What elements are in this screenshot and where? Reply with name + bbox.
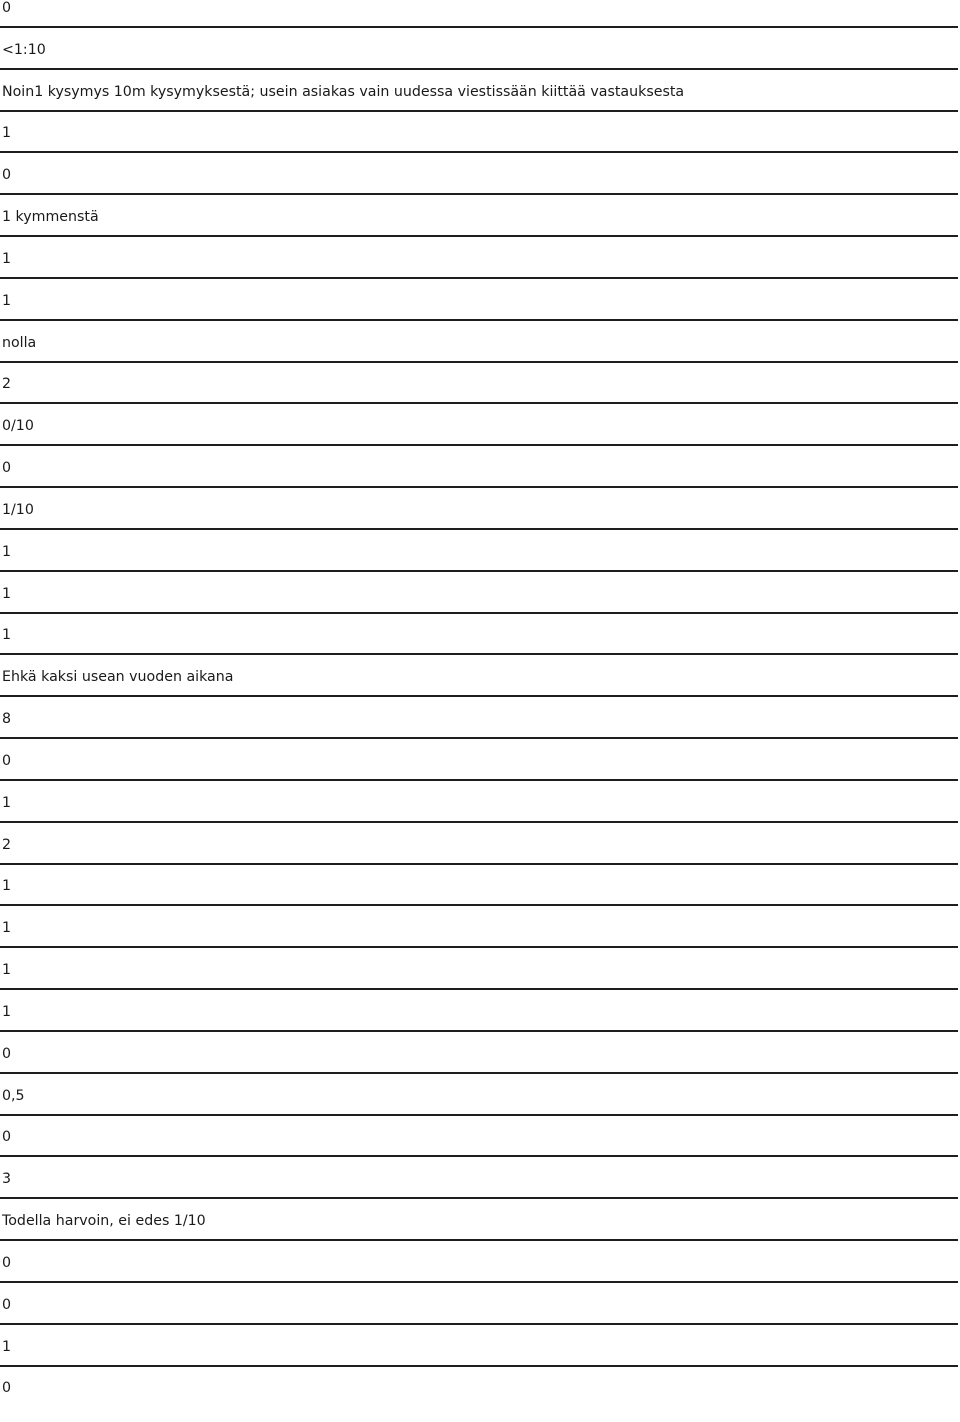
row-divider: [0, 528, 958, 530]
response-row: [0, 209, 960, 251]
row-divider: [0, 1072, 958, 1074]
response-text: 1: [2, 250, 12, 267]
row-divider: [0, 68, 958, 70]
response-text: 1: [2, 543, 12, 560]
row-divider: [0, 151, 958, 153]
response-row: [0, 125, 960, 167]
response-row: [0, 920, 960, 962]
response-text: 0: [2, 0, 12, 16]
response-text: Ehkä kaksi usean vuoden aikana: [2, 669, 234, 686]
response-row: [0, 544, 960, 586]
response-row: [0, 1171, 960, 1213]
response-text: 1: [2, 1003, 12, 1020]
response-text: 1: [2, 585, 12, 602]
response-text: 1: [2, 962, 12, 979]
row-divider: [0, 1114, 958, 1116]
response-text: 1: [2, 794, 12, 811]
row-divider: [0, 26, 958, 28]
response-text: 0: [2, 1254, 12, 1271]
row-divider: [0, 946, 958, 948]
response-text: 0: [2, 752, 12, 769]
response-text: 0: [2, 1380, 12, 1397]
row-divider: [0, 1155, 958, 1157]
response-row: [0, 1046, 960, 1088]
response-row: [0, 1297, 960, 1339]
row-divider: [0, 235, 958, 237]
response-row: [0, 795, 960, 837]
response-text: 0: [2, 167, 12, 184]
response-row: [0, 1004, 960, 1046]
response-row: [0, 586, 960, 628]
response-row: [0, 167, 960, 209]
row-divider: [0, 737, 958, 739]
response-text: nolla: [2, 334, 37, 351]
response-row: [0, 711, 960, 753]
row-divider: [0, 570, 958, 572]
response-row: [0, 878, 960, 920]
response-text: 0: [2, 1045, 12, 1062]
row-divider: [0, 612, 958, 614]
response-text: <1:10: [2, 41, 46, 58]
row-divider: [0, 821, 958, 823]
row-divider: [0, 277, 958, 279]
response-text: 1: [2, 292, 12, 309]
response-row: [0, 42, 960, 84]
response-text: 8: [2, 711, 12, 728]
response-row: [0, 1213, 960, 1255]
response-row: [0, 837, 960, 879]
response-row: [0, 1129, 960, 1171]
response-row: [0, 962, 960, 1004]
response-row: [0, 1255, 960, 1297]
response-row: [0, 376, 960, 418]
row-divider: [0, 1197, 958, 1199]
response-row: [0, 627, 960, 669]
response-text: 1: [2, 920, 12, 937]
response-text: 1: [2, 878, 12, 895]
response-text: 0: [2, 460, 12, 477]
response-text: 1: [2, 627, 12, 644]
response-text: 3: [2, 1171, 12, 1188]
response-row: [0, 753, 960, 795]
row-divider: [0, 486, 958, 488]
row-divider: [0, 988, 958, 990]
response-row: [0, 0, 960, 42]
row-divider: [0, 695, 958, 697]
response-text: 0: [2, 1296, 12, 1313]
response-text: 0/10: [2, 418, 34, 435]
response-row: [0, 502, 960, 544]
row-divider: [0, 1030, 958, 1032]
row-divider: [0, 779, 958, 781]
row-divider: [0, 1365, 958, 1367]
row-divider: [0, 319, 958, 321]
row-divider: [0, 1323, 958, 1325]
response-row: [0, 335, 960, 377]
response-text: Noin1 kysymys 10m kysymyksestä; usein asiakas vain uudessa viestissään kiittää vastauksesta: [2, 83, 685, 100]
response-row: [0, 418, 960, 460]
row-divider: [0, 653, 958, 655]
response-row: [0, 251, 960, 293]
response-row: [0, 1380, 960, 1422]
row-divider: [0, 444, 958, 446]
row-divider: [0, 863, 958, 865]
row-divider: [0, 904, 958, 906]
response-text: 0,5: [2, 1087, 25, 1104]
response-text: 1 kymmenstä: [2, 209, 99, 226]
response-text: 2: [2, 836, 12, 853]
response-row: [0, 293, 960, 335]
response-row: [0, 460, 960, 502]
row-divider: [0, 110, 958, 112]
response-row: [0, 1088, 960, 1130]
response-text: 1: [2, 1338, 12, 1355]
response-row: [0, 1339, 960, 1381]
response-row: [0, 669, 960, 711]
response-row: [0, 84, 960, 126]
response-text: 1: [2, 125, 12, 142]
row-divider: [0, 1239, 958, 1241]
row-divider: [0, 193, 958, 195]
response-text: Todella harvoin, ei edes 1/10: [2, 1213, 206, 1230]
response-text: 1/10: [2, 501, 34, 518]
response-text: 2: [2, 376, 12, 393]
row-divider: [0, 361, 958, 363]
row-divider: [0, 402, 958, 404]
response-text: 0: [2, 1129, 12, 1146]
row-divider: [0, 1281, 958, 1283]
